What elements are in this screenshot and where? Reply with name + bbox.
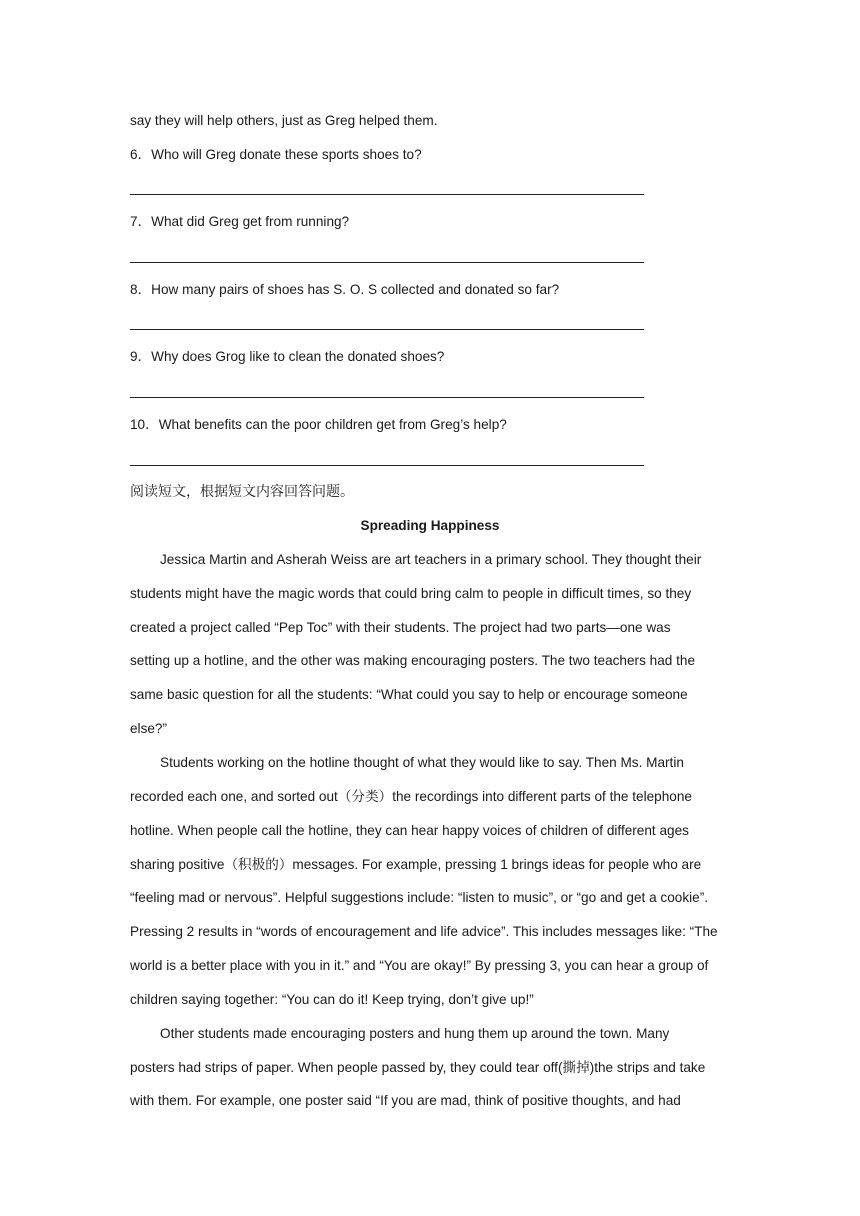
- passage-line: sharing positive（积极的）messages. For example, pressing 1 brings ideas for people who are: [130, 857, 702, 872]
- question-text: Who will Greg donate these sports shoes to?: [151, 147, 422, 162]
- question-6: [130, 145, 422, 165]
- passage-line: posters had strips of paper. When people passed by, they could tear off(撕掉)the strips and take: [130, 1060, 706, 1075]
- answer-line-7[interactable]: [130, 262, 644, 263]
- question-number: 8．: [130, 282, 152, 297]
- question-text: Why does Grog like to clean the donated shoes?: [151, 349, 445, 364]
- question-text: What did Greg get from running?: [151, 214, 350, 229]
- passage-line: recorded each one, and sorted out（分类）the recordings into different parts of the telephone: [130, 789, 692, 804]
- question-number: 6．: [130, 147, 152, 162]
- question-text: What benefits can the poor children get from Greg’s help?: [158, 417, 507, 432]
- question-text: How many pairs of shoes has S. O. S collected and donated so far?: [151, 282, 560, 297]
- question-10: [130, 415, 507, 435]
- passage-line: hotline. When people call the hotline, they can hear happy voices of children of different ages: [130, 823, 689, 838]
- passage-line: setting up a hotline, and the other was making encouraging posters. The two teachers had the: [130, 653, 696, 668]
- answer-line-10[interactable]: [130, 465, 644, 466]
- passage-line: “feeling mad or nervous”. Helpful suggestions include: “listen to music”, or “go and get a cookie”.: [130, 890, 709, 905]
- previous-passage-tail: say they will help others, just as Greg helped them.: [130, 113, 438, 128]
- passage-line: world is a better place with you in it.” and “You are okay!” By pressing 3, you can hear a group of: [130, 958, 709, 973]
- passage-line: children saying together: “You can do it! Keep trying, don’t give up!”: [130, 992, 534, 1007]
- answer-line-9[interactable]: [130, 397, 644, 398]
- passage-line: students might have the magic words that could bring calm to people in difficult times, so they: [130, 586, 692, 601]
- question-7: [130, 212, 349, 232]
- passage-line: else?”: [130, 721, 168, 736]
- section-instruction: 阅读短文，根据短文内容回答问题。: [130, 484, 354, 500]
- question-8: [130, 280, 559, 300]
- question-9: [130, 347, 444, 367]
- passage-title: Spreading Happiness: [360, 518, 500, 533]
- answer-line-8[interactable]: [130, 329, 644, 330]
- document-page: [130, 0, 732, 1216]
- passage-line: with them. For example, one poster said “If you are mad, think of positive thoughts, and had: [130, 1093, 681, 1108]
- passage-line: Pressing 2 results in “words of encouragement and life advice”. This includes messages like: “The: [130, 924, 718, 939]
- answer-line-6[interactable]: [130, 194, 644, 195]
- question-number: 7．: [130, 214, 152, 229]
- question-number: 9．: [130, 349, 152, 364]
- passage-line: Jessica Martin and Asherah Weiss are art teachers in a primary school. They thought their: [160, 552, 702, 567]
- question-number: 10．: [130, 417, 159, 432]
- passage-line: Other students made encouraging posters and hung them up around the town. Many: [160, 1026, 670, 1041]
- passage-line: Students working on the hotline thought of what they would like to say. Then Ms. Martin: [160, 755, 684, 770]
- passage-line: created a project called “Pep Toc” with their students. The project had two parts—one was: [130, 620, 671, 635]
- passage-line: same basic question for all the students: “What could you say to help or encourage someone: [130, 687, 688, 702]
